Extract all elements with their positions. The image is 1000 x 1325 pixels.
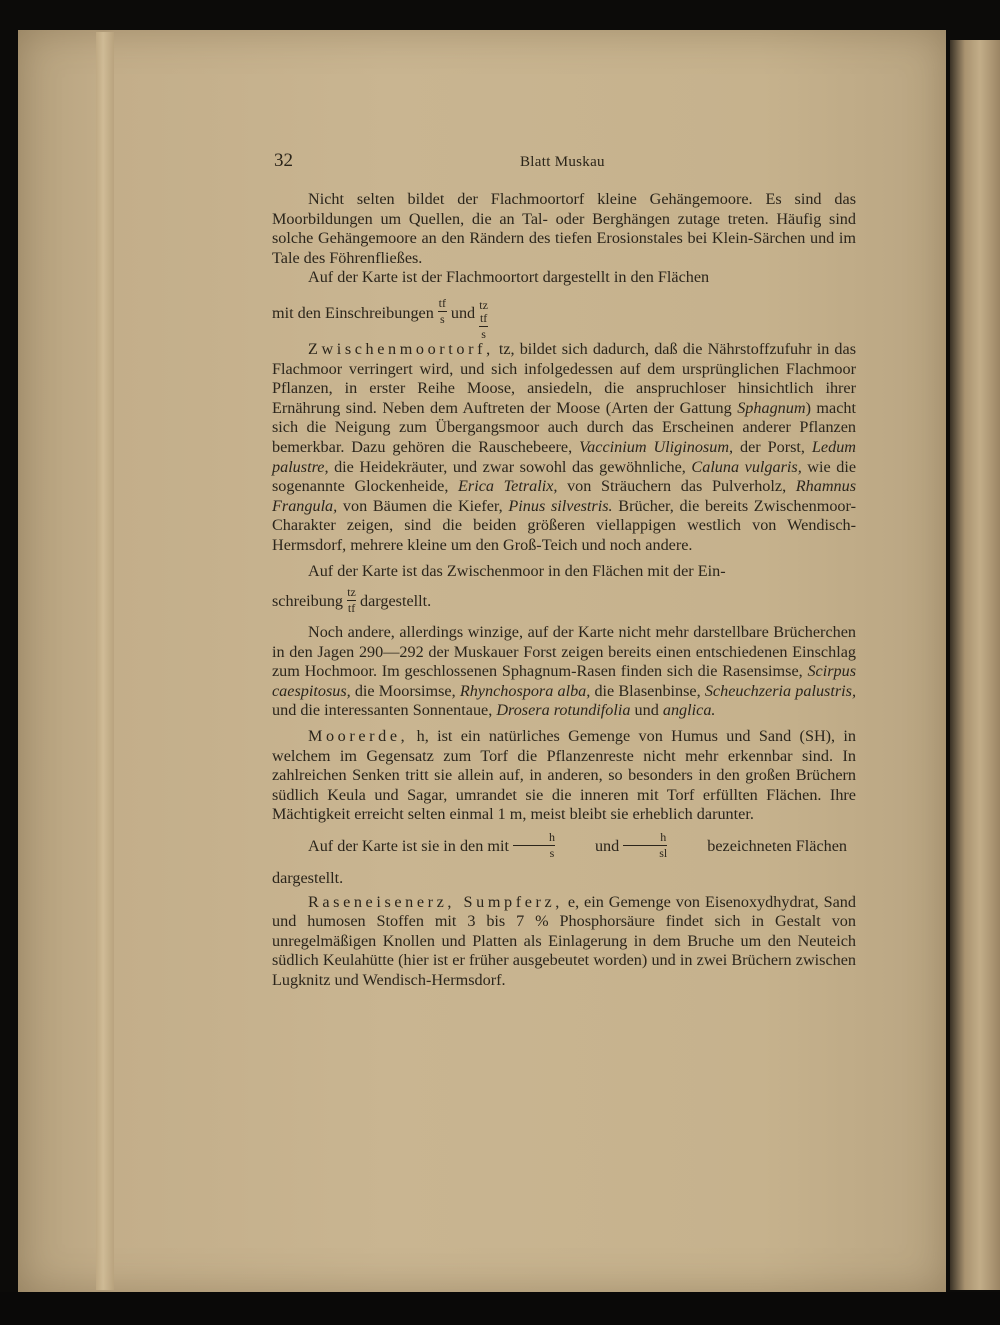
symbol-h-over-s: $\frac{h}{s}$ [513,831,555,860]
paragraph-gehaengemoore: Nicht selten bildet der Flachmoortorf kleine Gehängemoore. Es sind das Moorbildungen um Quellen, die an Tal- oder Berghängen zutage treten. Häufig sind solche Gehängemoore an den Rändern des tiefen Erosionstales bei Klein-Särchen und im Tale des Föhrenfließes. [272,190,856,267]
symbol-tz-over-tf: $\frac{tz}{tf}$ [347,584,356,615]
adjacent-page-edge [950,40,1000,1290]
page-gutter [96,32,114,1290]
body-text [272,190,856,991]
page-number: 32 [274,150,293,171]
paragraph-dargestellt: dargestellt. [272,869,344,888]
scan-border [0,1292,1000,1325]
paragraph-karte-moorerde: Auf der Karte ist sie in den mit $\frac{h}{s}$ und $\frac{h}{sl}$ bezeichneten Flächen [308,829,848,860]
symbol-tf-over-s: $\frac{tf}{s}$ [438,296,447,327]
paragraph-einschreibungen: mit den Einschreibungen $\frac{tf}{s}$ und tz tf s [272,296,488,341]
term-zwischenmoortorf: Zwischenmoortorf, [308,339,494,358]
symbol-tz-over-tf-over-s: tz tf s [479,297,488,341]
paragraph-raseneisenerz: Raseneisenerz, Sumpferz, e, ein Gemenge von Eisenoxydhydrat, Sand und humosen Stoffen mit 3 bis 7 % Phosphorsäure findet sich in Gestalt von unregelmäßigen Knollen und Platten als Einlagerung in dem Bruche um den Neuteich südlich Keulahütte (hier ist er früher ausgebeutet worden) und in zwei Brüchern zwischen Lugknitz und Wendisch-Hermsdorf. [272,892,856,989]
paragraph-moorerde: Moorerde, h, ist ein natürliches Gemenge von Humus und Sand (SH), in welchem im Gegensatz zum Torf die Pflanzenreste nicht mehr erkennbar sind. In zahlreichen Senken tritt sie allein auf, in anderen, so besonders in den großen Brüchern südlich Keula und Sagar, umrandet sie die inneren mit Torf erfüllten Flächen. Ihre Mächtigkeit erreicht selten einmal 1 m, meist bleibt sie erheblich darunter. [272,727,856,824]
symbol-h-over-sl: $\frac{h}{sl}$ [623,831,667,860]
paragraph-schreibung: schreibung $\frac{tz}{tf}$ dargestellt. [272,584,432,615]
paragraph-karte-flachmoor: Auf der Karte ist der Flachmoortort dargestellt in den Flächen [308,268,710,287]
page-header [274,150,858,178]
paragraph-zwischenmoortorf: Zwischenmoortorf, tz, bildet sich dadurch, daß die Nährstoffzufuhr in das Flachmoor verringert wird, und sich infolgedessen auf dem ursprünglichen Flachmoor Pflanzen, in erster Reihe Moose, ansiedeln, die anspruchloser hinsichtlich ihrer Ernährung sind. Neben dem Auftreten der Moose (Arten der Gattung Sphagnum) macht sich die Neigung zum Übergangsmoor auch durch das Erscheinen anderer Pflanzen bemerkbar. Dazu gehören die Rauschebeere, Vaccinium Uliginosum, der Porst, Ledum palustre, die Heidekräuter, und zwar sowohl das gewöhnliche, Caluna vulgaris, wie die sogenannte Glockenheide, Erica Tetralix, von Sträuchern das Pulverholz, Rhamnus Frangula, von Bäumen die Kiefer, Pinus silvestris. Brücher, die bereits Zwischenmoor-Charakter zeigen, sind die beiden größeren viellappigen westlich von Wendisch-Hermsdorf, mehrere kleine um den Groß-Teich und noch andere. [272,339,857,554]
term-raseneisenerz: Raseneisenerz, Sumpferz, [308,892,563,911]
paragraph-karte-zwischenmoor: Auf der Karte ist das Zwischenmoor in den Flächen mit der Ein- [308,561,726,580]
running-title: Blatt Muskau [520,154,605,170]
paragraph-hochmoor: Noch andere, allerdings winzige, auf der Karte nicht mehr darstellbare Brücherchen in den Jagen 290—292 der Muskauer Forst zeigen bereits einen entschiedenen Einschlag zum Hochmoor. Im geschlossenen Sphagnum-Rasen finden sich die Rasensimse, Scirpus caespitosus, die Moorsimse, Rhynchospora alba, die Blasenbinse, Scheuchzeria palustris, und die interessanten Sonnentaue, Drosera rotundifolia und anglica. [272,623,857,720]
term-moorerde: Moorerde, [308,727,409,746]
